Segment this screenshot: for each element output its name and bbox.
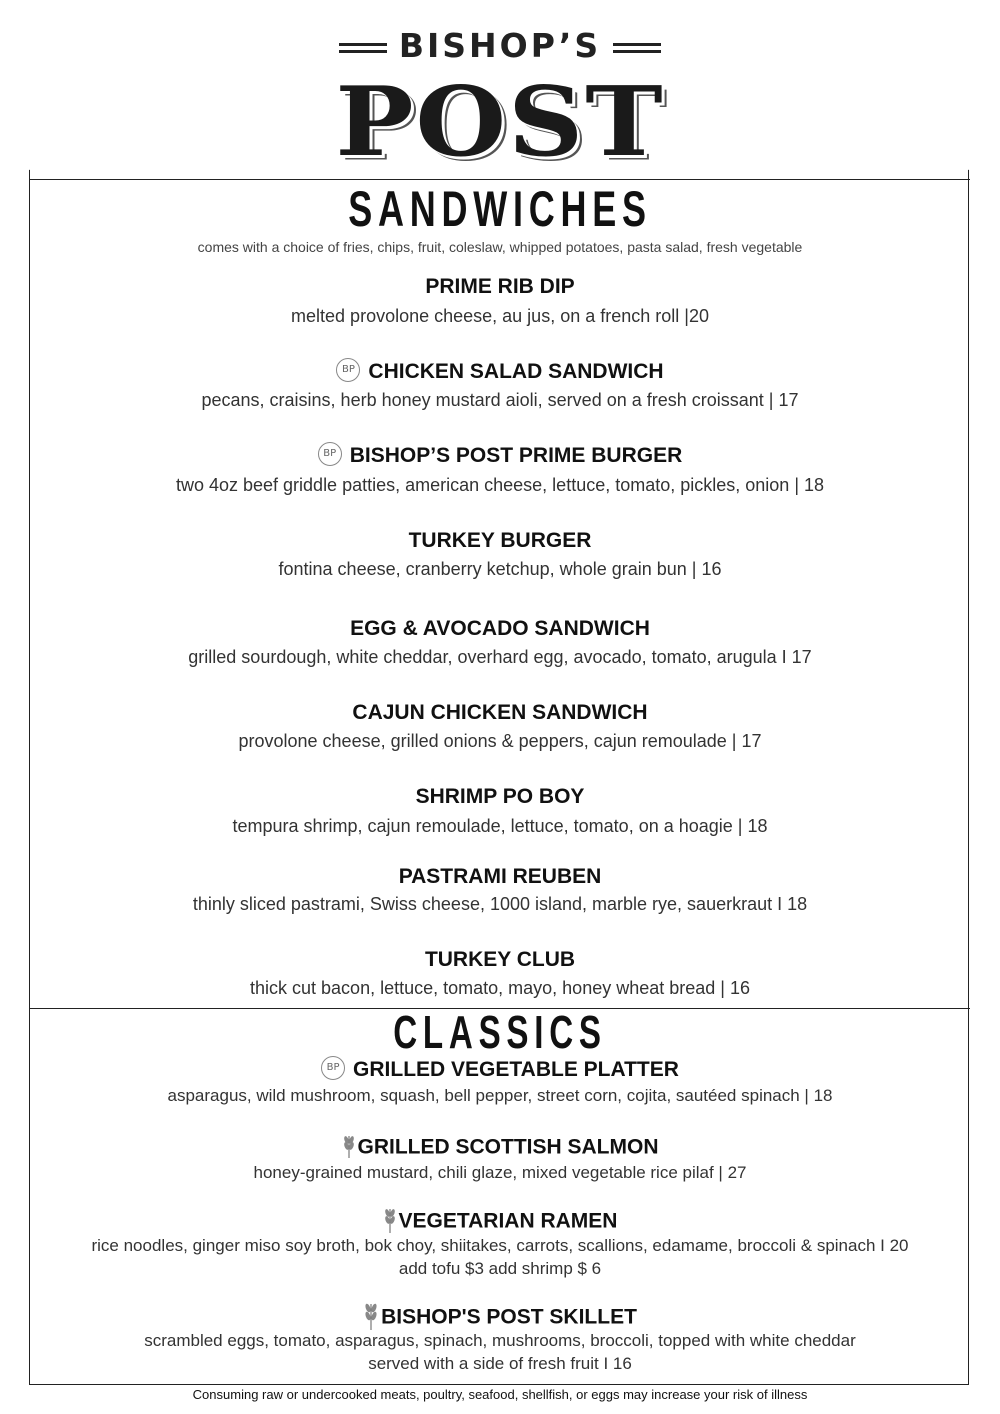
menu-item-desc: honey-grained mustard, chili glaze, mixed vegetable rice pilaf | 27: [253, 1163, 747, 1182]
menu-item-name-row: [0, 1135, 1000, 1161]
menu-item-desc: tempura shrimp, cajun remoulade, lettuce, tomato, on a hoagie | 18: [232, 816, 768, 836]
menu-item-name-row: [0, 1303, 1000, 1333]
sandwiches-subtitle: comes with a choice of fries, chips, fruit, coleslaw, whipped potatoes, pasta salad, fresh vegetable: [197, 239, 803, 255]
menu-item-desc: provolone cheese, grilled onions & peppers, cajun remoulade | 17: [238, 731, 762, 751]
menu-item-name-row: [0, 1058, 1000, 1082]
menu-item-name: TURKEY CLUB: [424, 948, 576, 971]
menu-item-desc: fontina cheese, cranberry ketchup, whole grain bun | 16: [278, 559, 722, 579]
menu-item-desc: pecans, craisins, herb honey mustard aioli, served on a fresh croissant | 17: [201, 390, 799, 410]
logo-main: POST: [0, 74, 1000, 170]
menu-item-desc-extra: served with a side of fresh fruit I 16: [368, 1354, 632, 1373]
sandwiches-title: SANDWICHES: [348, 181, 652, 237]
menu-item-name: CAJUN CHICKEN SANDWICH: [352, 701, 648, 724]
menu-item-desc: asparagus, wild mushroom, squash, bell pepper, street corn, cojita, sautéed spinach | 18: [167, 1086, 833, 1105]
wheat-icon: [363, 1300, 379, 1330]
wheat-icon: [383, 1205, 397, 1233]
menu-item-desc-extra: add tofu $3 add shrimp $ 6: [398, 1259, 602, 1278]
menu-item-desc: thick cut bacon, lettuce, tomato, mayo, honey wheat bread | 16: [250, 978, 750, 998]
wheat-icon: [342, 1132, 356, 1158]
menu-item-name: PRIME RIB DIP: [425, 275, 575, 298]
classics-title: CLASSICS: [393, 1006, 607, 1058]
bp-badge-icon: BP: [318, 442, 342, 466]
bp-badge-icon: BP: [336, 358, 360, 382]
menu-item-name: GRILLED VEGETABLE PLATTER: [353, 1058, 679, 1081]
menu-item-name-row: [0, 1208, 1000, 1236]
logo-top: [0, 26, 1000, 65]
menu-item-name: TURKEY BURGER: [408, 529, 592, 552]
menu-item-name: VEGETARIAN RAMEN: [398, 1209, 618, 1233]
menu-item-name: PASTRAMI REUBEN: [398, 865, 602, 888]
menu-item-name: BISHOP’S POST PRIME BURGER: [349, 444, 683, 467]
menu-item-name: BISHOP'S POST SKILLET: [381, 1305, 637, 1329]
logo-bar-left: [339, 43, 387, 53]
menu-item-name: EGG & AVOCADO SANDWICH: [350, 617, 650, 640]
menu-item-name-row: [0, 360, 1000, 384]
bp-badge-icon: BP: [321, 1056, 345, 1080]
logo-top-text: BISHOP’S: [398, 26, 602, 65]
menu-item-desc: two 4oz beef griddle patties, american cheese, lettuce, tomato, pickles, onion | 18: [175, 475, 825, 495]
menu-item-desc: thinly sliced pastrami, Swiss cheese, 1000 island, marble rye, sauerkraut I 18: [192, 894, 808, 914]
menu-item-name: CHICKEN SALAD SANDWICH: [368, 360, 664, 383]
menu-item-name: SHRIMP PO BOY: [415, 785, 585, 808]
menu-item-desc: scrambled eggs, tomato, asparagus, spinach, mushrooms, broccoli, topped with white cheddar: [144, 1331, 856, 1350]
footer-disclaimer: Consuming raw or undercooked meats, poultry, seafood, shellfish, or eggs may increase your risk of illness: [192, 1387, 808, 1402]
menu-item-desc: melted provolone cheese, au jus, on a french roll |20: [291, 306, 709, 326]
menu-item-desc: grilled sourdough, white cheddar, overhard egg, avocado, tomato, arugula I 17: [188, 647, 812, 667]
logo-bar-right: [613, 43, 661, 53]
menu-item-desc: rice noodles, ginger miso soy broth, bok choy, shiitakes, carrots, scallions, edamame, broccoli & spinach I 20: [91, 1236, 909, 1255]
menu-item-name-row: [0, 444, 1000, 468]
menu-item-name: GRILLED SCOTTISH SALMON: [357, 1135, 659, 1159]
